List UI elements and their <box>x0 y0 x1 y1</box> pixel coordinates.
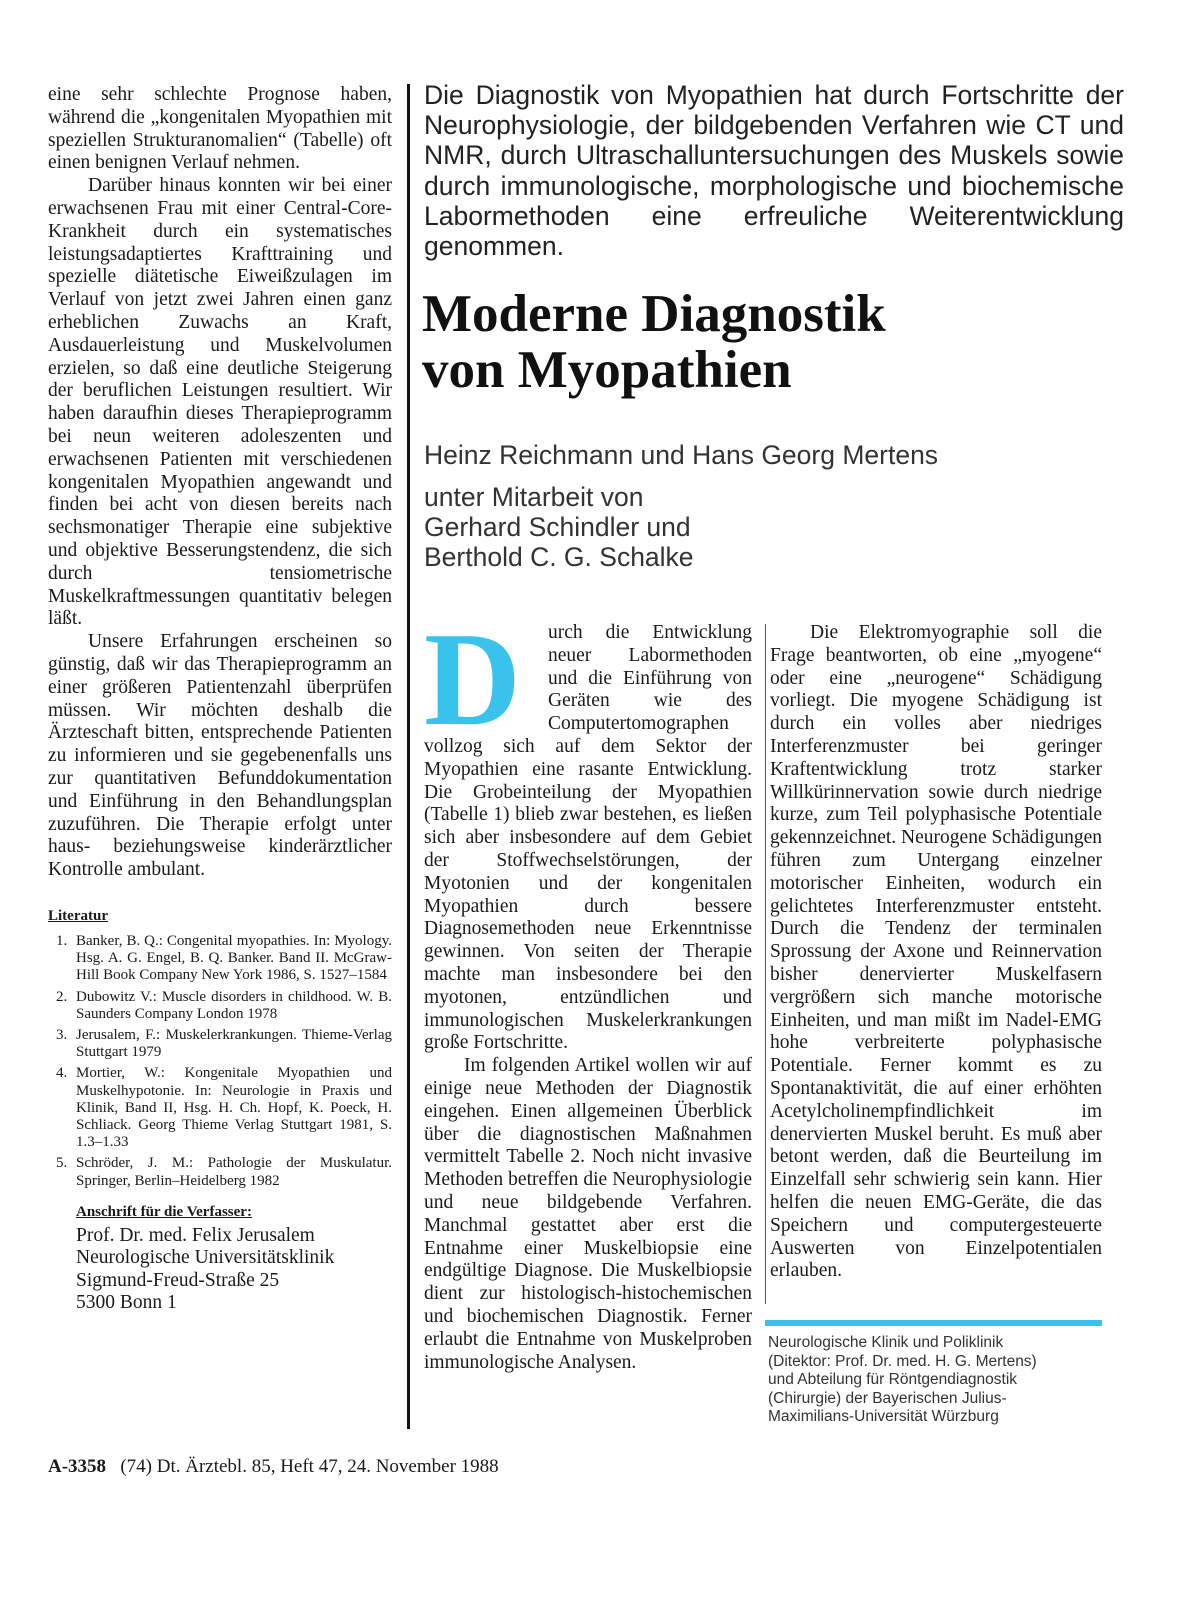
paragraph: Die Elektromyographie soll die Frage beantworten, ob eine „myogene“ oder eine „neurogene“ Schädigung vorliegt. Die myogene Schädigung ist durch ein volles aber niedriges Interferenzmuster bei geringer Kraftentwicklung trotz starker Willkürinnervation sowie durch niedrige kurze, zum Teil polyphasische Potentiale gekennzeichnet. Neurogene Schädigungen führen zum Untergang einzelner motorischer Einheiten, wodurch ein gelichtetes Interferenzmuster entsteht. Durch die Tendenz der terminalen Sprossung der Axone und Reinnervation bisher denervierter Muskelfasern vergrößern sich manche motorische Einheiten, und man mißt im Nadel-EMG hohe verbreiterte polyphasische Potentiale. Ferner kommt es zu Spontanaktivität, die auf einer erhöhten Acetylcholinempfindlichkeit im denervierten Muskel beruht. Es muß aber betont werden, daß die Beurteilung im Einzelfall sehr schwierig sein kann. Hier helfen die neuen EMG-Geräte, die das Speichern und computergesteuerte Auswerten von Einzelpotentialen erlauben. <box>770 622 1102 1282</box>
affiliation-line: Maximilians-Universität Würzburg <box>768 1408 999 1425</box>
page-footer <box>48 1456 499 1478</box>
right-body-text <box>770 622 1102 1283</box>
address-line: Sigmund-Freud-Straße 25 <box>76 1269 280 1291</box>
title-line: Moderne Diagnostik <box>422 285 886 343</box>
article-title <box>422 286 1142 398</box>
address-line: Prof. Dr. med. Felix Jerusalem <box>76 1224 315 1246</box>
paragraph: urch die Entwicklung neuer Labormethoden und die Einführung von Geräten wie des Computertomographen vollzog sich auf dem Sektor der Myopathien eine rasante Entwicklung. Die Grobeinteilung der Myopathien (Tabelle 1) blieb zwar bestehen, es ließen sich aber insbesondere auf dem Gebiet der Stoffwechselstörungen, der Myotonien und der kongenitalen Myopathien durch bessere Diagnosemethoden neue Erkenntnisse gewinnen. Von seiten der Therapie machte man insbesondere bei den myotonen, entzündlichen und immunologischen Muskelerkrankungen große Fortschritte. <box>424 622 752 1054</box>
reference-number: 3. <box>56 1026 68 1043</box>
lead-paragraph: Die Diagnostik von Myopathien hat durch Fortschritte der Neurophysiologie, der bildgebenden Verfahren wie CT und NMR, durch Ultraschalluntersuchungen des Muskels sowie durch immunologische, morphologische und biochemische Labormethoden eine erfreuliche Weiterentwicklung genommen. <box>424 80 1124 262</box>
reference-text: Dubowitz V.: Muscle disorders in childhood. W. B. Saunders Company London 1978 <box>76 988 392 1022</box>
author-address <box>76 1225 392 1315</box>
reference-number: 1. <box>56 932 68 949</box>
dropcap-letter <box>424 624 538 730</box>
reference-text: Jerusalem, F.: Muskelerkrankungen. Thieme-Verlag Stuttgart 1979 <box>76 1026 392 1061</box>
address-line: Neurologische Universitätsklinik <box>76 1247 335 1269</box>
literature-heading: Literatur <box>48 907 108 924</box>
affiliation-line: (Chirurgie) der Bayerischen Julius- <box>768 1389 1007 1407</box>
collaborator-line: unter Mitarbeit von <box>424 482 644 512</box>
middle-body-text <box>424 622 752 1374</box>
dropcap-glyph: D <box>424 624 521 730</box>
left-body-text <box>48 84 392 882</box>
vertical-rule <box>407 84 410 1429</box>
affiliation <box>768 1334 1104 1427</box>
literature-list <box>48 933 392 1190</box>
page-number: A-3358 <box>48 1456 107 1477</box>
collaborator-line: Berthold C. G. Schalke <box>424 542 694 572</box>
right-column <box>770 622 1102 1283</box>
authors: Heinz Reichmann und Hans Georg Mertens <box>424 440 939 470</box>
reference-item <box>48 989 392 1023</box>
left-column <box>48 84 392 1315</box>
paragraph: Unsere Erfahrungen erscheinen so günstig, daß wir das Therapieprogramm an einer größeren Patientenzahl überprüfen müssen. Wir möchten deshalb die Ärzteschaft bitten, entsprechende Patienten zu informieren und sie gegebenenfalls uns zur quantitativen Befunddokumentation und Einführung in den Behandlungsplan zuzuführen. Die Therapie erfolgt unter haus- beziehungsweise kinderärztlicher Kontrolle ambulant. <box>48 631 392 881</box>
reference-text: Mortier, W.: Kongenitale Myopathien und Muskelhypotonie. In: Neurologie in Praxis und Klinik, Band II, Hsg. H. Ch. Hopf, K. Poeck, H. Schliack. Georg Thieme Verlag Stuttgart 1981, S. 1.3–1.33 <box>76 1065 392 1151</box>
collaborator-line: Gerhard Schindler und <box>424 512 691 542</box>
reference-item <box>48 1065 392 1151</box>
reference-item <box>48 1155 392 1189</box>
middle-column <box>424 622 752 1374</box>
affiliation-line: Neurologische Klinik und Poliklinik <box>768 1334 1004 1351</box>
reference-item <box>48 933 392 985</box>
collaborators <box>424 482 1124 572</box>
reference-text: Banker, B. Q.: Congenital myopathies. In: Myology. Hsg. A. G. Engel, B. Q. Banker. Band II. McGraw-Hill Book Company New York 1986, S. 1527–1584 <box>76 932 392 984</box>
reference-number: 5. <box>56 1155 68 1172</box>
affiliation-line: und Abteilung für Röntgendiagnostik <box>768 1371 1018 1388</box>
paragraph: eine sehr schlechte Prognose haben, während die „kongenitalen Myopathien mit speziellen Strukturanomalien“ (Tabelle) oft einen benignen Verlauf nehmen. <box>48 84 392 174</box>
reference-number: 4. <box>56 1065 68 1082</box>
address-line: 5300 Bonn 1 <box>76 1292 177 1314</box>
paragraph: Im folgenden Artikel wollen wir auf einige neue Methoden der Diagnostik eingehen. Einen allgemeinen Überblick über die diagnostischen Maßnahmen vermittelt Tabelle 2. Noch nicht invasive Methoden betreffen die Neurophysiologie und neue bildgebende Verfahren. Manchmal gestattet aber erst die Entnahme einer Muskelbiopsie eine endgültige Diagnose. Die Muskelbiopsie dient zur histologisch-histochemischen und biochemischen Diagnostik. Ferner erlaubt die Entnahme von Muskelproben immunologische Analysen. <box>424 1055 752 1373</box>
affiliation-line: (Ditektor: Prof. Dr. med. H. G. Mertens) <box>768 1352 1037 1370</box>
reference-item <box>48 1027 392 1061</box>
paragraph: Darüber hinaus konnten wir bei einer erwachsenen Frau mit einer Central-Core-Krankheit durch ein systematisches leistungsadaptiertes Krafttraining und spezielle diätetische Eiweißzulagen im Verlauf von jetzt zwei Jahren einen ganz erheblichen Zuwachs an Kraft, Ausdauerleistung und Muskelvolumen erzielen, so daß eine deutliche Steigerung der beruflichen Leistungen resultiert. Wir haben daraufhin dieses Therapieprogramm bei neun weiteren adoleszenten und erwachsenen Patienten mit verschiedenen kongenitalen Myopathien angewandt und finden bei acht von diesen bereits nach sechsmonatiger Therapie eine subjektive und objektive Besserungstendenz, die sich durch tensiometrische Muskelkraftmessungen quantitativ belegen läßt. <box>48 175 392 630</box>
reference-text: Schröder, J. M.: Pathologie der Muskulatur. Springer, Berlin–Heidelberg 1982 <box>76 1155 392 1189</box>
column-divider <box>765 624 766 1304</box>
accent-bar <box>765 1320 1102 1326</box>
title-line: von Myopathien <box>422 341 792 399</box>
address-heading: Anschrift für die Verfasser: <box>76 1203 252 1220</box>
journal-citation: (74) Dt. Ärztebl. 85, Heft 47, 24. November 1988 <box>120 1456 499 1477</box>
reference-number: 2. <box>56 988 68 1005</box>
